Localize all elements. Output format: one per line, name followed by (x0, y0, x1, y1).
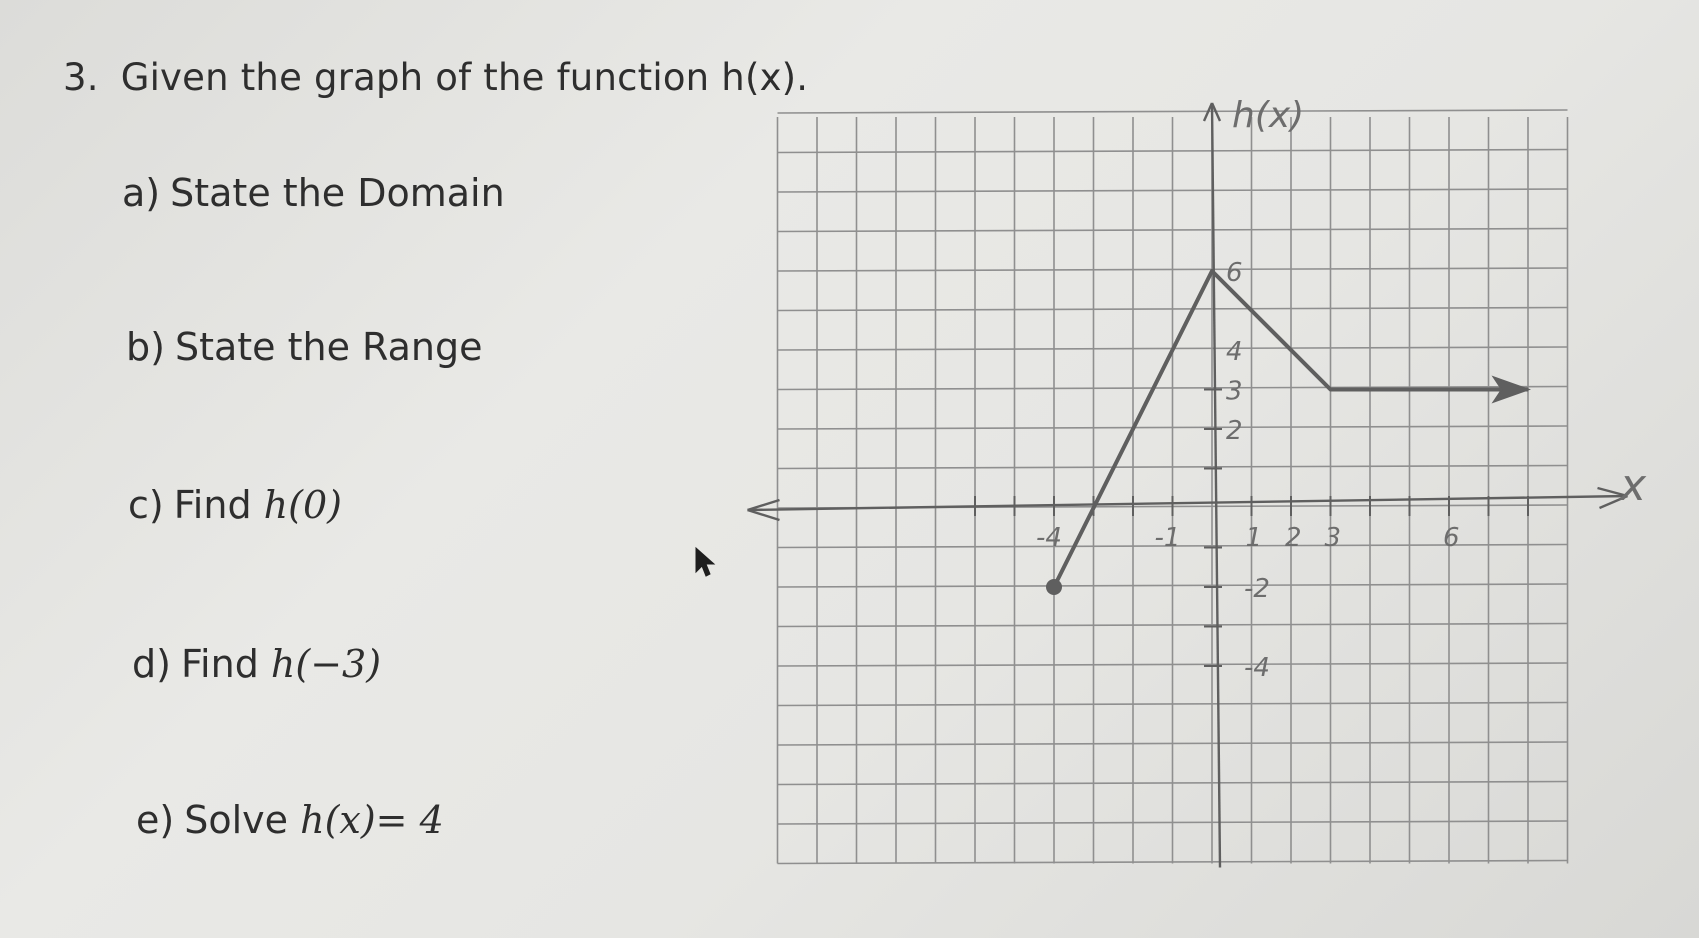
item-label: b) (126, 325, 165, 369)
grid-line-horizontal (778, 110, 1568, 113)
y-axis-label: h(x) (1232, 95, 1305, 136)
item-label: a) (122, 171, 161, 215)
item-label: c) (128, 483, 164, 527)
item-text: State the Domain (170, 171, 505, 215)
graph-axes (748, 103, 1628, 868)
closed-endpoint-dot (1046, 579, 1062, 595)
y-tick-label: 2 (1226, 416, 1243, 446)
item-math: h(−3) (270, 642, 382, 686)
question-text: Given the graph of the function h(x). (120, 56, 809, 99)
y-tick-label: 6 (1226, 258, 1243, 288)
item-label: e) (136, 798, 175, 842)
x-tick-label: 1 (1245, 523, 1263, 553)
y-tick-label: 3 (1226, 376, 1243, 407)
item-math: h(x)= 4 (300, 798, 444, 842)
item-label: d) (132, 642, 171, 686)
y-tick-label: -4 (1244, 653, 1270, 683)
x-tick-label: -1 (1154, 523, 1181, 553)
x-tick-label: 3 (1324, 523, 1342, 553)
x-axis-line (748, 496, 1628, 510)
x-tick-label: -4 (1036, 523, 1062, 553)
graph-grid (778, 110, 1568, 864)
item-text: Solve (184, 798, 289, 842)
x-tick-label: 2 (1285, 523, 1302, 553)
item-text: Find (180, 642, 259, 686)
item-math: h(0) (263, 483, 342, 527)
item-text: Find (173, 483, 252, 527)
x-tick-label: 6 (1443, 523, 1460, 553)
item-text: State the Range (174, 325, 483, 369)
y-axis-line (1212, 103, 1220, 868)
y-tick-label: -2 (1244, 574, 1270, 604)
x-axis-label: x (1620, 460, 1647, 511)
y-tick-label: 4 (1226, 337, 1243, 367)
question-number: 3. (63, 56, 99, 99)
